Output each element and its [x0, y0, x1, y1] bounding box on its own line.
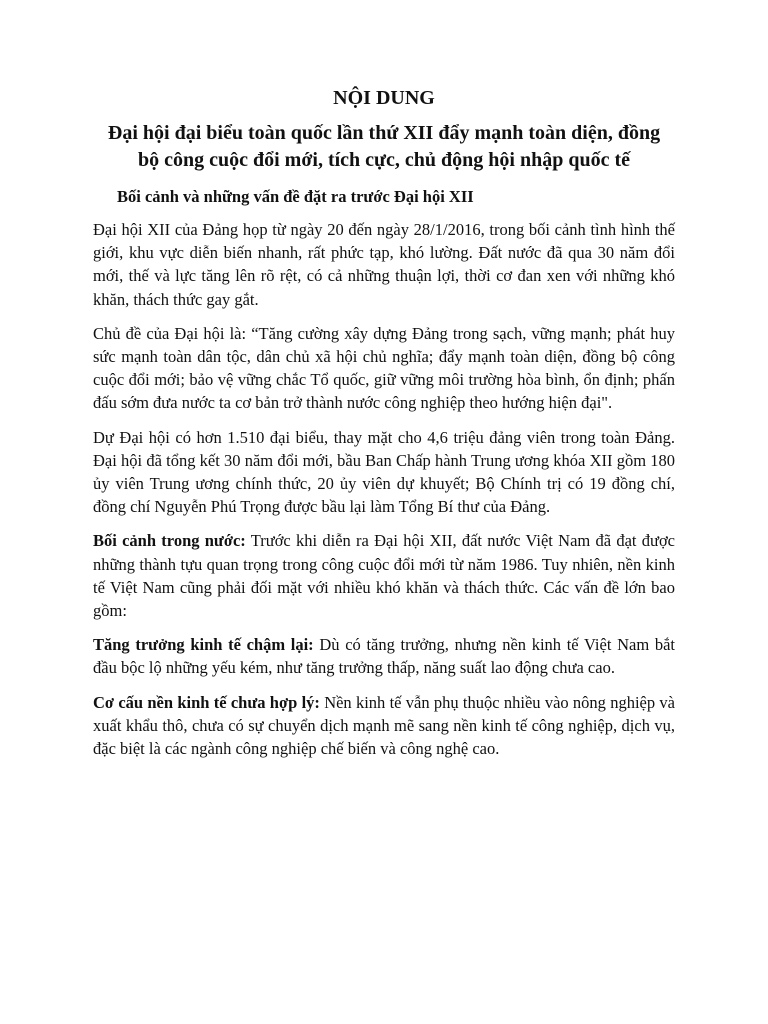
document-page — [93, 86, 675, 771]
paragraph-text: Chủ đề của Đại hội là: “Tăng cường xây dựng Đảng trong sạch, vững mạnh; phát huy sức mạnh toàn dân tộc, dân chủ xã hội chủ nghĩa; đẩy mạnh toàn diện, đồng bộ công cuộc đổi mới; bảo vệ vững chắc Tổ quốc, giữ vững môi trường hòa bình, ổn định; phấn đấu sớm đưa nước ta cơ bản trở thành nước công nghiệp theo hướng hiện đại". — [93, 323, 675, 413]
paragraph-lead: Bối cảnh trong nước: — [93, 531, 246, 551]
paragraph-text: Trước khi diễn ra Đại hội XII, đất nước Việt Nam đã đạt được những thành tựu quan trọng trong công cuộc đổi mới từ năm 1986. Tuy nhiên, nền kinh tế Việt Nam cũng phải đối mặt với nhiều khó khăn và thách thức. Các vấn đề lớn bao gồm: — [93, 531, 676, 621]
document-subtitle: Đại hội đại biểu toàn quốc lần thứ XII đẩy mạnh toàn diện, đồng bộ công cuộc đổi mới, tích cực, chủ động hội nhập quốc tế — [107, 122, 661, 171]
paragraph-6 — [93, 691, 675, 761]
paragraph-text: Đại hội XII của Đảng họp từ ngày 20 đến ngày 28/1/2016, trong bối cảnh tình hình thế giới, khu vực diễn biến nhanh, rất phức tạp, khó lường. Đất nước đã qua 30 năm đổi mới, thế và lực tăng lên rõ rệt, có cả những thuận lợi, thời cơ đan xen với những khó khăn, thách thức gay gắt. — [93, 220, 675, 309]
paragraph-2 — [93, 322, 675, 415]
paragraph-text: Dù có tăng trưởng, nhưng nền kinh tế Việt Nam bắt đầu bộc lộ những yếu kém, như tăng trưởng thấp, năng suất lao động chưa cao. — [93, 635, 675, 678]
paragraph-3 — [93, 426, 675, 519]
paragraph-text: Dự Đại hội có hơn 1.510 đại biểu, thay mặt cho 4,6 triệu đảng viên trong toàn Đảng. Đại hội đã tổng kết 30 năm đổi mới, bầu Ban Chấp hành Trung ương khóa XII gồm 180 ủy viên Trung ương chính thức, 20 ủy viên dự khuyết; Bộ Chính trị có 19 đồng chí, đồng chí Nguyễn Phú Trọng được bầu lại làm Tổng Bí thư của Đảng. — [93, 427, 675, 517]
section-heading: Bối cảnh và những vấn đề đặt ra trước Đại hội XII — [117, 187, 474, 206]
paragraph-lead: Cơ cấu nền kinh tế chưa hợp lý: — [93, 692, 320, 712]
paragraph-1 — [93, 218, 675, 311]
paragraph-text: Nền kinh tế vẫn phụ thuộc nhiều vào nông nghiệp và xuất khẩu thô, chưa có sự chuyển dịch mạnh mẽ sang nền kinh tế công nghiệp, dịch vụ, đặc biệt là các ngành công nghiệp chế biến và công nghệ cao. — [93, 692, 675, 759]
paragraph-4 — [93, 529, 675, 622]
document-title: NỘI DUNG — [333, 87, 435, 109]
paragraph-5 — [93, 633, 675, 679]
paragraph-lead: Tăng trưởng kinh tế chậm lại: — [93, 635, 314, 655]
